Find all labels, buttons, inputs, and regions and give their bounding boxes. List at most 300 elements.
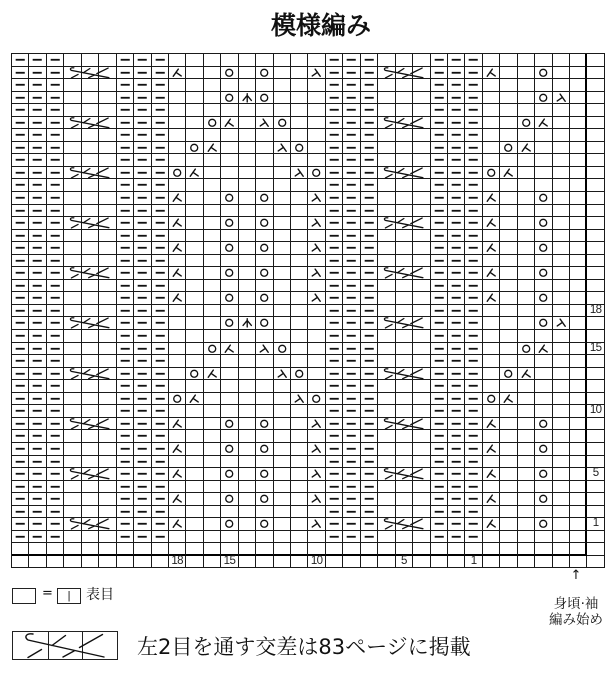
chart-cell (12, 104, 29, 117)
chart-cell (500, 493, 517, 506)
chart-cell (204, 493, 221, 506)
chart-cell (518, 368, 535, 381)
chart-cell (274, 192, 291, 205)
chart-cell (308, 179, 325, 192)
chart-cell (500, 317, 517, 330)
chart-cell (221, 67, 238, 80)
purl-icon (326, 230, 342, 242)
row-number-label (587, 79, 604, 92)
chart-cell (64, 405, 81, 418)
purl-icon (343, 531, 359, 543)
row-number-label (587, 493, 604, 506)
chart-cell (326, 330, 343, 343)
chart-cell (361, 117, 378, 130)
chart-cell (204, 443, 221, 456)
chart-cell (500, 54, 517, 67)
chart-cell (518, 443, 535, 456)
chart-cell (378, 531, 395, 544)
chart-cell (204, 154, 221, 167)
left-decrease-icon (483, 468, 499, 480)
purl-icon (465, 330, 481, 342)
chart-cell (448, 418, 465, 431)
chart-cell (553, 292, 570, 305)
chart-cell (239, 79, 256, 92)
purl-icon (326, 79, 342, 91)
chart-cell (152, 142, 169, 155)
yarn-over-icon (274, 117, 290, 129)
chart-cell (239, 443, 256, 456)
chart-cell (169, 67, 186, 80)
chart-cell (326, 430, 343, 443)
left-decrease-icon (535, 117, 551, 129)
chart-cell (570, 129, 587, 142)
chart-cell (326, 267, 343, 280)
purl-icon (152, 280, 168, 292)
chart-cell (291, 255, 308, 268)
chart-cell (448, 242, 465, 255)
chart-cell (29, 443, 46, 456)
chart-cell (500, 443, 517, 456)
purl-icon (29, 205, 45, 217)
chart-cell (518, 129, 535, 142)
chart-cell (570, 104, 587, 117)
purl-icon (361, 104, 377, 116)
chart-cell (448, 493, 465, 506)
chart-cell (465, 355, 482, 368)
chart-cell (204, 531, 221, 544)
purl-icon (47, 142, 63, 154)
chart-cell (308, 418, 325, 431)
chart-cell (239, 205, 256, 218)
chart-cell (117, 292, 134, 305)
chart-cell (483, 531, 500, 544)
chart-cell (553, 179, 570, 192)
chart-cell (396, 330, 413, 343)
chart-cell (186, 493, 203, 506)
left-decrease-icon (204, 368, 220, 380)
purl-icon (152, 154, 168, 166)
chart-cell (221, 481, 238, 494)
purl-icon (343, 317, 359, 329)
purl-icon (431, 242, 447, 254)
chart-cell (431, 518, 448, 531)
chart-cell (483, 104, 500, 117)
chart-cell (152, 355, 169, 368)
chart-cell (535, 292, 552, 305)
chart-cell (535, 129, 552, 142)
chart-cell (448, 481, 465, 494)
chart-cell (204, 217, 221, 230)
purl-icon (465, 54, 481, 66)
left-decrease-icon (186, 393, 202, 405)
purl-icon (326, 330, 342, 342)
chart-cell (12, 430, 29, 443)
cable-cross-icon (64, 418, 115, 430)
chart-cell (396, 443, 413, 456)
purl-icon (29, 142, 45, 154)
chart-cell (535, 104, 552, 117)
chart-cell (64, 343, 81, 356)
purl-icon (361, 230, 377, 242)
purl-icon (361, 355, 377, 367)
purl-icon (29, 129, 45, 141)
purl-icon (12, 79, 28, 91)
chart-cell (518, 292, 535, 305)
chart-cell (535, 543, 552, 556)
chart-cell (553, 430, 570, 443)
purl-icon (361, 368, 377, 380)
chart-cell (378, 317, 395, 330)
chart-cell (553, 104, 570, 117)
purl-icon (343, 343, 359, 355)
chart-cell (500, 92, 517, 105)
purl-icon (361, 92, 377, 104)
chart-cell (308, 518, 325, 531)
purl-icon (47, 292, 63, 304)
chart-cell (204, 280, 221, 293)
chart-cell (396, 355, 413, 368)
chart-cell (152, 79, 169, 92)
chart-cell (448, 305, 465, 318)
chart-cell (169, 79, 186, 92)
chart-cell (483, 443, 500, 456)
chart-cell (256, 468, 273, 481)
chart-cell (204, 355, 221, 368)
chart-cell (204, 368, 221, 381)
cable-cross-icon (378, 518, 429, 530)
chart-cell (413, 305, 430, 318)
chart-cell (186, 217, 203, 230)
purl-icon (152, 368, 168, 380)
chart-cell (308, 468, 325, 481)
chart-cell (343, 543, 360, 556)
purl-icon (47, 280, 63, 292)
chart-cell (256, 154, 273, 167)
purl-icon (343, 167, 359, 179)
chart-cell (518, 104, 535, 117)
purl-icon (361, 142, 377, 154)
chart-cell (535, 280, 552, 293)
chart-cell (99, 129, 116, 142)
chart-cell (99, 531, 116, 544)
chart-cell (483, 418, 500, 431)
purl-icon (134, 255, 150, 267)
chart-cell (169, 192, 186, 205)
yarn-over-icon (483, 393, 499, 405)
yarn-over-icon (256, 217, 272, 229)
chart-cell (378, 167, 395, 180)
chart-cell (204, 468, 221, 481)
stitch-number-label (361, 556, 378, 569)
chart-cell (361, 405, 378, 418)
chart-cell (535, 154, 552, 167)
chart-cell (343, 343, 360, 356)
chart-cell (448, 104, 465, 117)
chart-cell (378, 493, 395, 506)
chart-cell (308, 54, 325, 67)
chart-cell (518, 92, 535, 105)
chart-cell (29, 192, 46, 205)
chart-cell (169, 292, 186, 305)
chart-cell (431, 104, 448, 117)
chart-cell (570, 393, 587, 406)
purl-icon (134, 481, 150, 493)
chart-cell (448, 292, 465, 305)
chart-cell (431, 330, 448, 343)
yarn-over-icon (256, 92, 272, 104)
chart-cell (308, 430, 325, 443)
chart-cell (570, 280, 587, 293)
chart-cell (186, 92, 203, 105)
purl-icon (152, 468, 168, 480)
purl-icon (12, 368, 28, 380)
right-decrease-icon (308, 443, 324, 455)
chart-cell (64, 54, 81, 67)
chart-cell (553, 129, 570, 142)
purl-icon (431, 142, 447, 154)
purl-icon (361, 129, 377, 141)
purl-icon (117, 456, 133, 468)
purl-icon (448, 330, 464, 342)
chart-cell (431, 405, 448, 418)
yarn-over-icon (256, 518, 272, 530)
purl-icon (47, 305, 63, 317)
purl-icon (29, 518, 45, 530)
row-number-label (587, 368, 604, 381)
chart-cell (117, 117, 134, 130)
chart-cell (483, 430, 500, 443)
purl-icon (134, 242, 150, 254)
yarn-over-icon (221, 493, 237, 505)
chart-cell (186, 468, 203, 481)
purl-icon (431, 443, 447, 455)
yarn-over-icon (535, 67, 551, 79)
chart-cell (553, 368, 570, 381)
purl-icon (343, 179, 359, 191)
stitch-number-label (431, 556, 448, 569)
purl-icon (134, 67, 150, 79)
chart-cell (518, 305, 535, 318)
chart-cell (396, 255, 413, 268)
chart-cell (64, 129, 81, 142)
chart-cell (518, 518, 535, 531)
purl-icon (117, 255, 133, 267)
chart-cell (431, 179, 448, 192)
chart-cell (553, 154, 570, 167)
purl-icon (465, 280, 481, 292)
chart-cell (361, 355, 378, 368)
chart-cell (239, 543, 256, 556)
chart-cell (169, 129, 186, 142)
chart-cell (326, 317, 343, 330)
chart-cell (535, 267, 552, 280)
left-decrease-icon (169, 493, 185, 505)
purl-icon (431, 330, 447, 342)
chart-cell (117, 242, 134, 255)
chart-cell (152, 217, 169, 230)
purl-icon (134, 405, 150, 417)
chart-cell (152, 117, 169, 130)
purl-icon (361, 67, 377, 79)
purl-icon (29, 418, 45, 430)
chart-cell (29, 506, 46, 519)
purl-icon (29, 192, 45, 204)
chart-cell (29, 368, 46, 381)
chart-cell (186, 343, 203, 356)
stitch-number-label: 18 (169, 556, 186, 569)
chart-cell (29, 430, 46, 443)
empty-cell-symbol (12, 588, 36, 604)
chart-cell (186, 543, 203, 556)
purl-icon (448, 255, 464, 267)
right-decrease-icon (256, 343, 272, 355)
purl-icon (343, 154, 359, 166)
left-decrease-icon (483, 67, 499, 79)
chart-cell (570, 430, 587, 443)
purl-icon (465, 305, 481, 317)
chart-cell (29, 255, 46, 268)
purl-icon (465, 355, 481, 367)
purl-icon (12, 54, 28, 66)
chart-cell (169, 92, 186, 105)
chart-cell (134, 405, 151, 418)
chart-cell (29, 129, 46, 142)
chart-cell (518, 343, 535, 356)
chart-cell (134, 104, 151, 117)
chart-cell (308, 355, 325, 368)
chart-cell (256, 343, 273, 356)
chart-cell (291, 129, 308, 142)
purl-icon (343, 104, 359, 116)
chart-cell (239, 380, 256, 393)
purl-icon (431, 531, 447, 543)
chart-cell (256, 117, 273, 130)
center-decrease-icon (239, 317, 255, 329)
purl-icon (152, 179, 168, 191)
purl-icon (343, 481, 359, 493)
purl-icon (134, 518, 150, 530)
chart-cell (500, 355, 517, 368)
purl-icon (465, 205, 481, 217)
purl-icon (117, 79, 133, 91)
chart-cell (186, 481, 203, 494)
chart-cell (152, 393, 169, 406)
chart-cell (570, 405, 587, 418)
chart-cell (396, 192, 413, 205)
purl-icon (152, 393, 168, 405)
cable-cross-icon (378, 117, 429, 129)
stitch-number-label (117, 556, 134, 569)
chart-cell (47, 380, 64, 393)
purl-icon (152, 343, 168, 355)
chart-cell (117, 355, 134, 368)
chart-cell (465, 518, 482, 531)
row-number-label (587, 330, 604, 343)
chart-cell (291, 217, 308, 230)
chart-cell (204, 518, 221, 531)
chart-cell (274, 67, 291, 80)
purl-icon (47, 79, 63, 91)
purl-icon (448, 167, 464, 179)
chart-cell (29, 543, 46, 556)
chart-cell (169, 481, 186, 494)
chart-cell (204, 79, 221, 92)
chart-cell (274, 380, 291, 393)
purl-icon (12, 531, 28, 543)
chart-cell (82, 129, 99, 142)
chart-cell (308, 255, 325, 268)
chart-cell (308, 506, 325, 519)
purl-icon (343, 430, 359, 442)
row-number-label (587, 267, 604, 280)
purl-icon (134, 192, 150, 204)
chart-cell (29, 267, 46, 280)
left-decrease-icon (186, 167, 202, 179)
purl-icon (448, 531, 464, 543)
purl-icon (117, 405, 133, 417)
chart-cell (448, 117, 465, 130)
chart-cell (239, 330, 256, 343)
chart-cell (448, 343, 465, 356)
chart-cell (47, 368, 64, 381)
purl-icon (326, 368, 342, 380)
chart-cell (29, 142, 46, 155)
chart-cell (553, 305, 570, 318)
chart-cell (448, 330, 465, 343)
chart-cell (413, 443, 430, 456)
purl-icon (152, 355, 168, 367)
equals-sign: = (42, 586, 53, 601)
purl-icon (29, 255, 45, 267)
yarn-over-icon (186, 368, 202, 380)
chart-cell (570, 330, 587, 343)
chart-cell (134, 518, 151, 531)
chart-cell (431, 255, 448, 268)
chart-cell (361, 305, 378, 318)
chart-cell (117, 405, 134, 418)
purl-icon (12, 167, 28, 179)
chart-cell (169, 493, 186, 506)
chart-cell (291, 343, 308, 356)
purl-icon (465, 267, 481, 279)
chart-cell (221, 305, 238, 318)
chart-cell (82, 79, 99, 92)
chart-cell (274, 167, 291, 180)
right-decrease-icon (291, 167, 307, 179)
chart-cell (500, 292, 517, 305)
chart-cell (29, 456, 46, 469)
row-number-label (587, 117, 604, 130)
chart-cell (431, 242, 448, 255)
stitch-number-label (152, 556, 169, 569)
purl-icon (117, 418, 133, 430)
chart-cell (117, 154, 134, 167)
chart-cell (152, 543, 169, 556)
yarn-over-icon (221, 67, 237, 79)
purl-icon (152, 104, 168, 116)
chart-cell (570, 456, 587, 469)
chart-cell (221, 418, 238, 431)
knit-stitch-icon: | (57, 588, 81, 604)
purl-icon (431, 104, 447, 116)
purl-icon (361, 205, 377, 217)
chart-cell (99, 493, 116, 506)
left-decrease-icon (204, 142, 220, 154)
left-decrease-icon (169, 242, 185, 254)
purl-icon (465, 531, 481, 543)
purl-icon (12, 217, 28, 229)
page-title: 模様編み (270, 11, 371, 40)
